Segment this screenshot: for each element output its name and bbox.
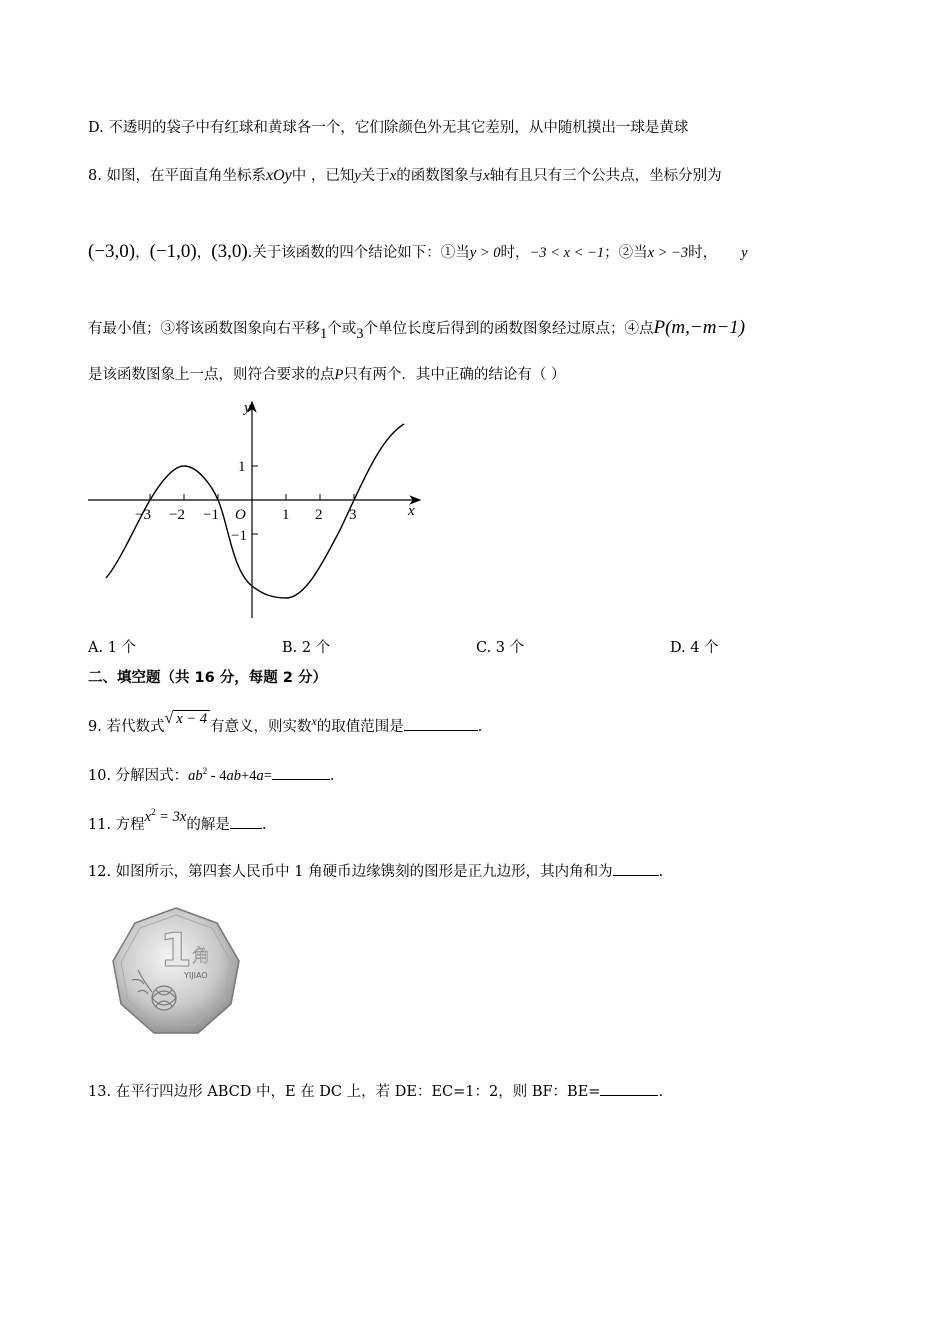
expr-ab: ab [188, 768, 203, 784]
q8-option-c: C. 3 个 [476, 640, 525, 656]
q8-text-n: 只有两个．其中正确的结论有（ ） [343, 367, 566, 383]
x-tick-label: −2 [169, 507, 185, 523]
function-graph [82, 396, 432, 626]
point-1: (−3,0) [88, 241, 136, 262]
period: . [658, 1084, 664, 1100]
q8-number: 8. [88, 168, 102, 184]
condition-3: x > −3 [647, 245, 689, 261]
q8-text-i: 时， [688, 245, 718, 261]
radical-sign: √ [164, 710, 174, 727]
q8-line3 [88, 317, 746, 342]
answer-blank[interactable] [600, 1083, 658, 1096]
shift-one: 1 [320, 326, 328, 342]
q11 [88, 807, 267, 833]
q8-text-d: 的函数图象与 [396, 168, 484, 184]
q8-text-k: 个或 [327, 321, 357, 337]
expr-ab-2: ab [226, 768, 242, 784]
eq-exponent: 2 [151, 807, 156, 818]
var-x: x [389, 168, 397, 184]
q9-text-a: 若代数式 [106, 719, 165, 735]
q8-text-l: 个单位长度后得到的函数图象经过原点；④点 [363, 321, 654, 337]
q8-text-f: .关于该函数的四个结论如下：①当 [247, 245, 470, 261]
q8-text-j: 有最小值；③将该函数图象向右平移 [88, 321, 320, 337]
q8-text-c: 关于 [360, 168, 390, 184]
x-axis-label: x [408, 503, 415, 519]
coin-char: 角 [192, 946, 210, 967]
q8-text-a: 如图，在平面直角坐标系 [106, 168, 266, 184]
q8-line1 [88, 168, 722, 184]
answer-blank[interactable] [613, 863, 659, 876]
x-tick-label: 2 [315, 507, 323, 523]
shift-three: 3 [356, 326, 364, 342]
condition-1: y > 0 [469, 245, 501, 261]
q9-text-c: 的取值范围是 [316, 719, 404, 735]
var-y-2: y [741, 245, 748, 261]
expr-plus: +4 [241, 768, 257, 784]
answer-blank[interactable] [230, 816, 262, 829]
q8-text-b: 中 ，已知 [291, 168, 355, 184]
y-axis-label: y [244, 400, 251, 416]
x-tick-label: −1 [203, 507, 219, 523]
separator: ， [196, 245, 212, 261]
separator: ， [135, 245, 150, 261]
radicand: x − 4 [173, 710, 210, 727]
var-x-2: x [483, 168, 490, 184]
section-heading: 二、填空题（共 16 分，每题 2 分） [88, 670, 327, 686]
eq-rhs: = 3x [155, 809, 187, 825]
q9-number: 9. [88, 719, 102, 735]
point-2: (−1,0) [149, 241, 197, 262]
y-tick-label: 1 [238, 459, 246, 475]
x-tick-label: −3 [135, 507, 151, 523]
q12-number: 12. [88, 864, 112, 880]
coin-image [108, 904, 244, 1044]
q11-text-b: 的解是 [186, 817, 230, 833]
coord-system: xOy [265, 167, 292, 184]
q8-line2 [88, 242, 748, 261]
q9 [88, 710, 483, 735]
origin-label: O [235, 507, 246, 523]
expr-a: a [256, 768, 264, 784]
answer-blank[interactable] [404, 718, 478, 731]
q8-line4 [88, 368, 565, 383]
expr-minus: - 4 [207, 768, 227, 784]
q11-text-a: 方程 [115, 817, 145, 833]
q13-number: 13. [88, 1084, 112, 1100]
point-3: (3,0) [211, 241, 248, 262]
period: . [261, 817, 267, 833]
q8-text-h: ；②当 [604, 245, 648, 261]
coin-pinyin: YIJIAO [184, 971, 208, 980]
exponent: 2 [202, 766, 208, 777]
q8-option-a: A. 1 个 [88, 640, 137, 656]
y-tick-label: −1 [231, 528, 247, 544]
period: . [329, 768, 335, 784]
q10 [88, 767, 335, 784]
x-tick-label: 1 [282, 507, 290, 523]
q13-text: 在平行四边形 ABCD 中，E 在 DC 上，若 DE：EC=1：2，则 BF：BE= [115, 1084, 601, 1100]
q9-text-b: 有意义，则实数 [209, 719, 312, 735]
equation [145, 809, 187, 825]
period: . [477, 719, 483, 735]
q10-number: 10. [88, 768, 112, 784]
condition-2: −3 < x < −1 [529, 245, 605, 261]
coin-denomination: 1 [160, 923, 193, 977]
point-p-label: P [334, 367, 344, 383]
q8-option-d: D. 4 个 [670, 640, 719, 656]
q8-text-g: 时， [500, 245, 530, 261]
q11-number: 11. [88, 817, 112, 833]
var-y: y [354, 168, 361, 184]
expr-eq: = [263, 768, 272, 784]
var-x: x [311, 714, 317, 728]
q8-text-e: 轴有且只有三个公共点，坐标分别为 [489, 168, 722, 184]
x-tick-label: 3 [349, 507, 357, 523]
q8-text-m: 是该函数图象上一点，则符合要求的点 [88, 367, 335, 383]
q13 [88, 1083, 663, 1100]
eq-x: x [144, 809, 152, 825]
q12-text: 如图所示，第四套人民币中 1 角硬币边缘镌刻的图形是正九边形，其内角和为 [115, 864, 613, 880]
answer-blank[interactable] [272, 767, 330, 780]
point-p: P(m,−m−1) [653, 317, 746, 338]
q12 [88, 863, 663, 880]
q8-option-b: B. 2 个 [282, 640, 331, 656]
q10-text-a: 分解因式： [115, 768, 189, 784]
period: . [658, 864, 664, 880]
q7-option-d: D. 不透明的袋子中有红球和黄球各一个，它们除颜色外无其它差别，从中随机摸出一球是黄球 [88, 120, 689, 136]
